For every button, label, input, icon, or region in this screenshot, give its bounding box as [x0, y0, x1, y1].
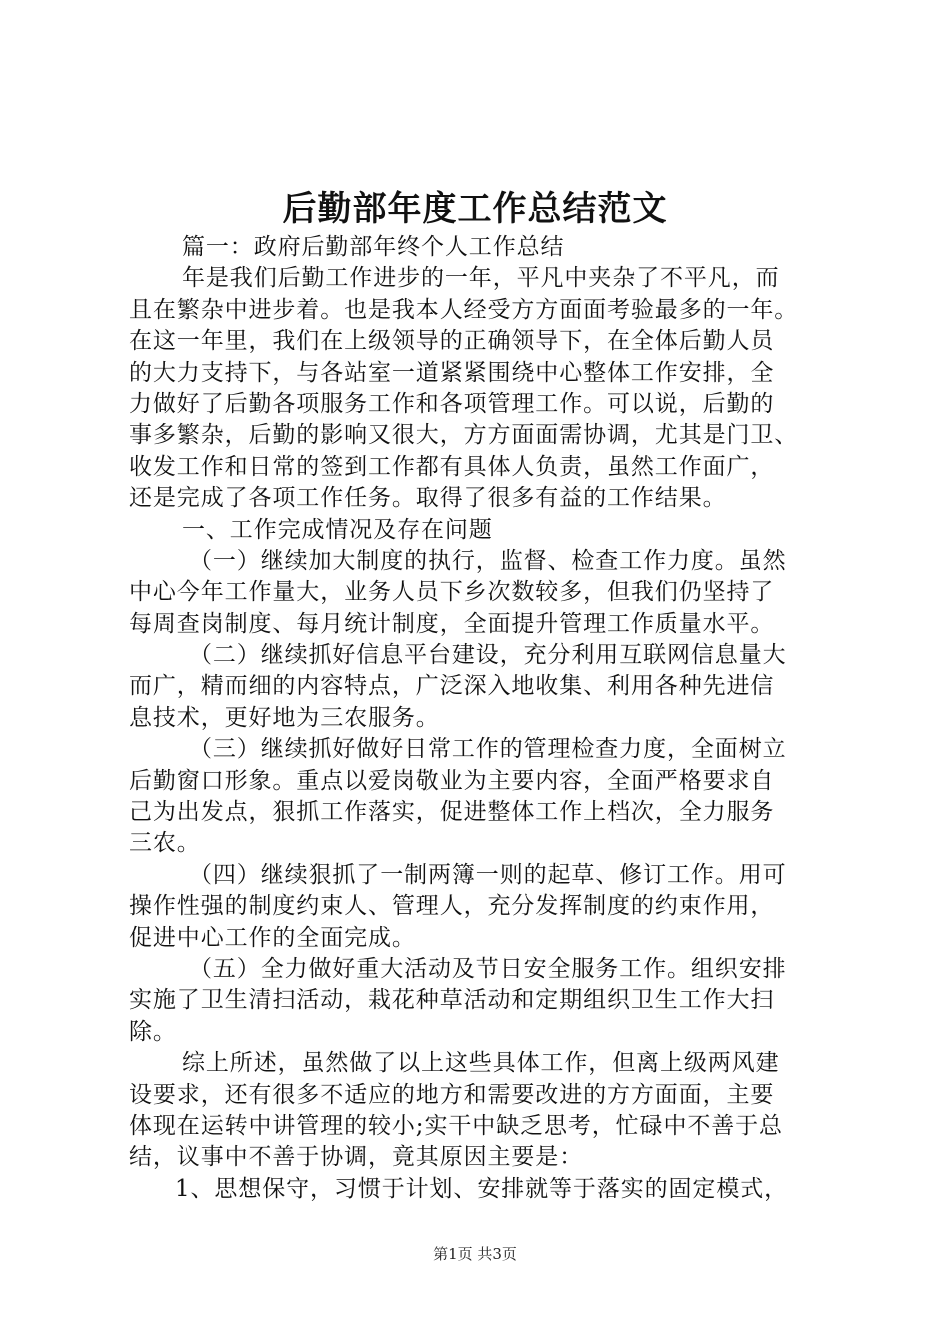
- paragraph-line: （一）继续加大制度的执行，监督、检查工作力度。虽然: [189, 547, 787, 574]
- paragraph-line: 且在繁杂中进步着。也是我本人经受方方面面考验最多的一年。: [129, 296, 799, 323]
- document-title: 后勤部年度工作总结范文: [282, 189, 668, 229]
- paragraph-line: （四）继续狠抓了一制两簿一则的起草、修订工作。用可: [189, 861, 787, 888]
- paragraph-line: （三）继续抓好做好日常工作的管理检查力度，全面树立: [189, 736, 787, 763]
- paragraph-line: 操作性强的制度约束人、管理人，充分发挥制度的约束作用，: [129, 893, 775, 920]
- paragraph-line: （二）继续抓好信息平台建设，充分利用互联网信息量大: [189, 642, 787, 669]
- paragraph-line: 结，议事中不善于协调，竟其原因主要是：: [129, 1144, 584, 1171]
- paragraph-line: 力做好了后勤各项服务工作和各项管理工作。可以说，后勤的: [129, 390, 775, 417]
- section-heading: 篇一：政府后勤部年终个人工作总结: [182, 234, 565, 260]
- paragraph-line: 而广，精而细的内容特点，广泛深入地收集、利用各种先进信: [129, 673, 775, 700]
- paragraph-line: 每周查岗制度、每月统计制度，全面提升管理工作质量水平。: [129, 610, 775, 637]
- section-heading: 一、工作完成情况及存在问题: [182, 516, 493, 543]
- paragraph-line: 的大力支持下，与各站室一道紧紧围绕中心整体工作安排，全: [129, 359, 775, 386]
- paragraph-line: 设要求，还有很多不适应的地方和需要改进的方方面面，主要: [129, 1081, 775, 1108]
- paragraph-line: 己为出发点，狠抓工作落实，促进整体工作上档次，全力服务: [129, 799, 775, 826]
- paragraph-line: 综上所述，虽然做了以上这些具体工作，但离上级两风建: [182, 1050, 780, 1077]
- paragraph-line: 中心今年工作量大，业务人员下乡次数较多，但我们仍坚持了: [129, 579, 775, 606]
- paragraph-line: 息技术，更好地为三农服务。: [129, 704, 440, 731]
- paragraph-line: 收发工作和日常的签到工作都有具体人负责，虽然工作面广，: [129, 453, 775, 480]
- paragraph-line: 在这一年里，我们在上级领导的正确领导下，在全体后勤人员: [129, 328, 775, 355]
- paragraph-line: 事多繁杂，后勤的影响又很大，方方面面需协调，尤其是门卫、: [129, 422, 799, 449]
- paragraph-line: 促进中心工作的全面完成。: [129, 924, 416, 951]
- paragraph-line: 三农。: [129, 830, 201, 857]
- paragraph-line: （五）全力做好重大活动及节日安全服务工作。组织安排: [189, 955, 787, 982]
- paragraph-line: 实施了卫生清扫活动，栽花种草活动和定期组织卫生工作大扫: [129, 987, 775, 1014]
- page-number-footer: 第1页 共3页: [433, 1245, 517, 1263]
- paragraph-line: 年是我们后勤工作进步的一年，平凡中夹杂了不平凡，而: [182, 265, 780, 292]
- paragraph-line: 体现在运转中讲管理的较小;实干中缺乏思考，忙碌中不善于总: [129, 1112, 783, 1139]
- paragraph-line: 除。: [129, 1018, 177, 1045]
- paragraph-line: 1、思想保守，习惯于计划、安排就等于落实的固定模式，: [175, 1175, 789, 1202]
- document-body: [129, 232, 859, 1205]
- paragraph-line: 后勤窗口形象。重点以爱岗敬业为主要内容，全面严格要求自: [129, 767, 775, 794]
- paragraph-line: 还是完成了各项工作任务。取得了很多有益的工作结果。: [129, 485, 727, 512]
